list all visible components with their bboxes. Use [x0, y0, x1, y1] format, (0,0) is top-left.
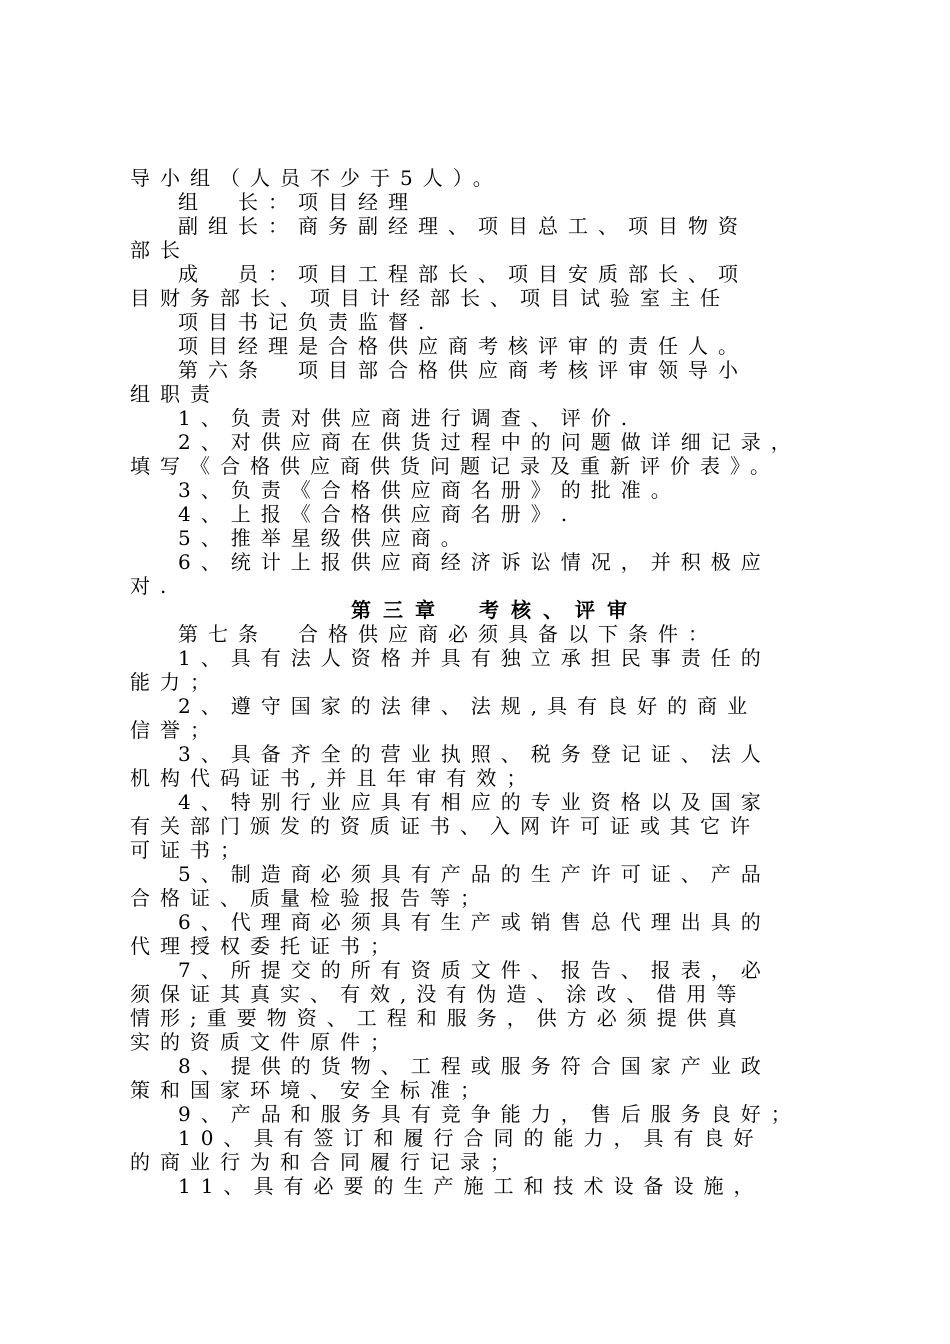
text-line: 4、特别行业应具有相应的专业资格以及国家	[178, 790, 771, 814]
text-line: 策和国家环境、安全标准；	[130, 1078, 490, 1102]
text-line: 10、具有签订和履行合同的能力，具有良好	[178, 1126, 764, 1150]
text-line: 项目经理是合格供应商考核评审的责任人。	[178, 334, 748, 358]
text-line: 机构代码证书,并且年审有效；	[130, 766, 537, 790]
text-line: 目财务部长、项目计经部长、项目试验室主任	[130, 286, 730, 310]
text-line: 实的资质文件原件；	[130, 1030, 400, 1054]
text-line: 2、对供应商在供货过程中的问题做详细记录，	[178, 430, 801, 454]
text-line: 部长	[130, 238, 190, 262]
text-line: 7、所提交的所有资质文件、报告、报表，必	[178, 958, 771, 982]
text-line: 11、具有必要的生产施工和技术设备设施，	[178, 1174, 764, 1198]
text-line: 成 员：项目工程部长、项目安质部长、项	[178, 262, 748, 286]
text-line: 第六条 项目部合格供应商考核评审领导小	[178, 358, 748, 382]
text-line: 1、具有法人资格并具有独立承担民事责任的	[178, 646, 771, 670]
text-line: 3、负责《合格供应商名册》的批准。	[178, 478, 681, 502]
text-line: 有关部门颁发的资质证书、入网许可证或其它许	[130, 814, 760, 838]
text-line: 第七条 合格供应商必须具备以下条件：	[178, 622, 718, 646]
text-line: 须保证其真实、有效,没有伪造、涂改、借用等	[130, 982, 747, 1006]
text-line: 信誉；	[130, 718, 220, 742]
text-line: 项目书记负责监督.	[178, 310, 435, 334]
text-line: 3、具备齐全的营业执照、税务登记证、法人	[178, 742, 771, 766]
text-line: 能力；	[130, 670, 220, 694]
text-line: 对.	[130, 574, 177, 598]
text-line: 情形;重要物资、工程和服务，供方必须提供真	[130, 1006, 747, 1030]
text-line: 组职责	[130, 382, 220, 406]
text-line: 8、提供的货物、工程或服务符合国家产业政	[178, 1054, 771, 1078]
text-line: 5、制造商必须具有产品的生产许可证、产品	[178, 862, 771, 886]
text-line: 导小组（人员不少于5人）。	[130, 166, 503, 190]
text-line: 组 长：项目经理	[178, 190, 418, 214]
chapter-heading: 第三章 考核、评审	[351, 598, 639, 622]
text-line: 合格证、质量检验报告等；	[130, 886, 490, 910]
document-body	[130, 166, 820, 1198]
text-line: 5、推举星级供应商。	[178, 526, 471, 550]
text-line: 6、代理商必须具有生产或销售总代理出具的	[178, 910, 771, 934]
text-line: 的商业行为和合同履行记录；	[130, 1150, 520, 1174]
text-line: 1、负责对供应商进行调查、评价.	[178, 406, 638, 430]
text-line: 9、产品和服务具有竞争能力，售后服务良好；	[178, 1102, 801, 1126]
text-line: 6、统计上报供应商经济诉讼情况，并积极应	[178, 550, 771, 574]
text-line: 4、上报《合格供应商名册》.	[178, 502, 578, 526]
text-line: 代理授权委托证书；	[130, 934, 400, 958]
text-line: 可证书；	[130, 838, 250, 862]
text-line: 填写《合格供应商供货问题记录及重新评价表》。	[130, 454, 780, 478]
text-line: 2、遵守国家的法律、法规,具有良好的商业	[178, 694, 758, 718]
text-line: 副组长：商务副经理、项目总工、项目物资	[178, 214, 748, 238]
